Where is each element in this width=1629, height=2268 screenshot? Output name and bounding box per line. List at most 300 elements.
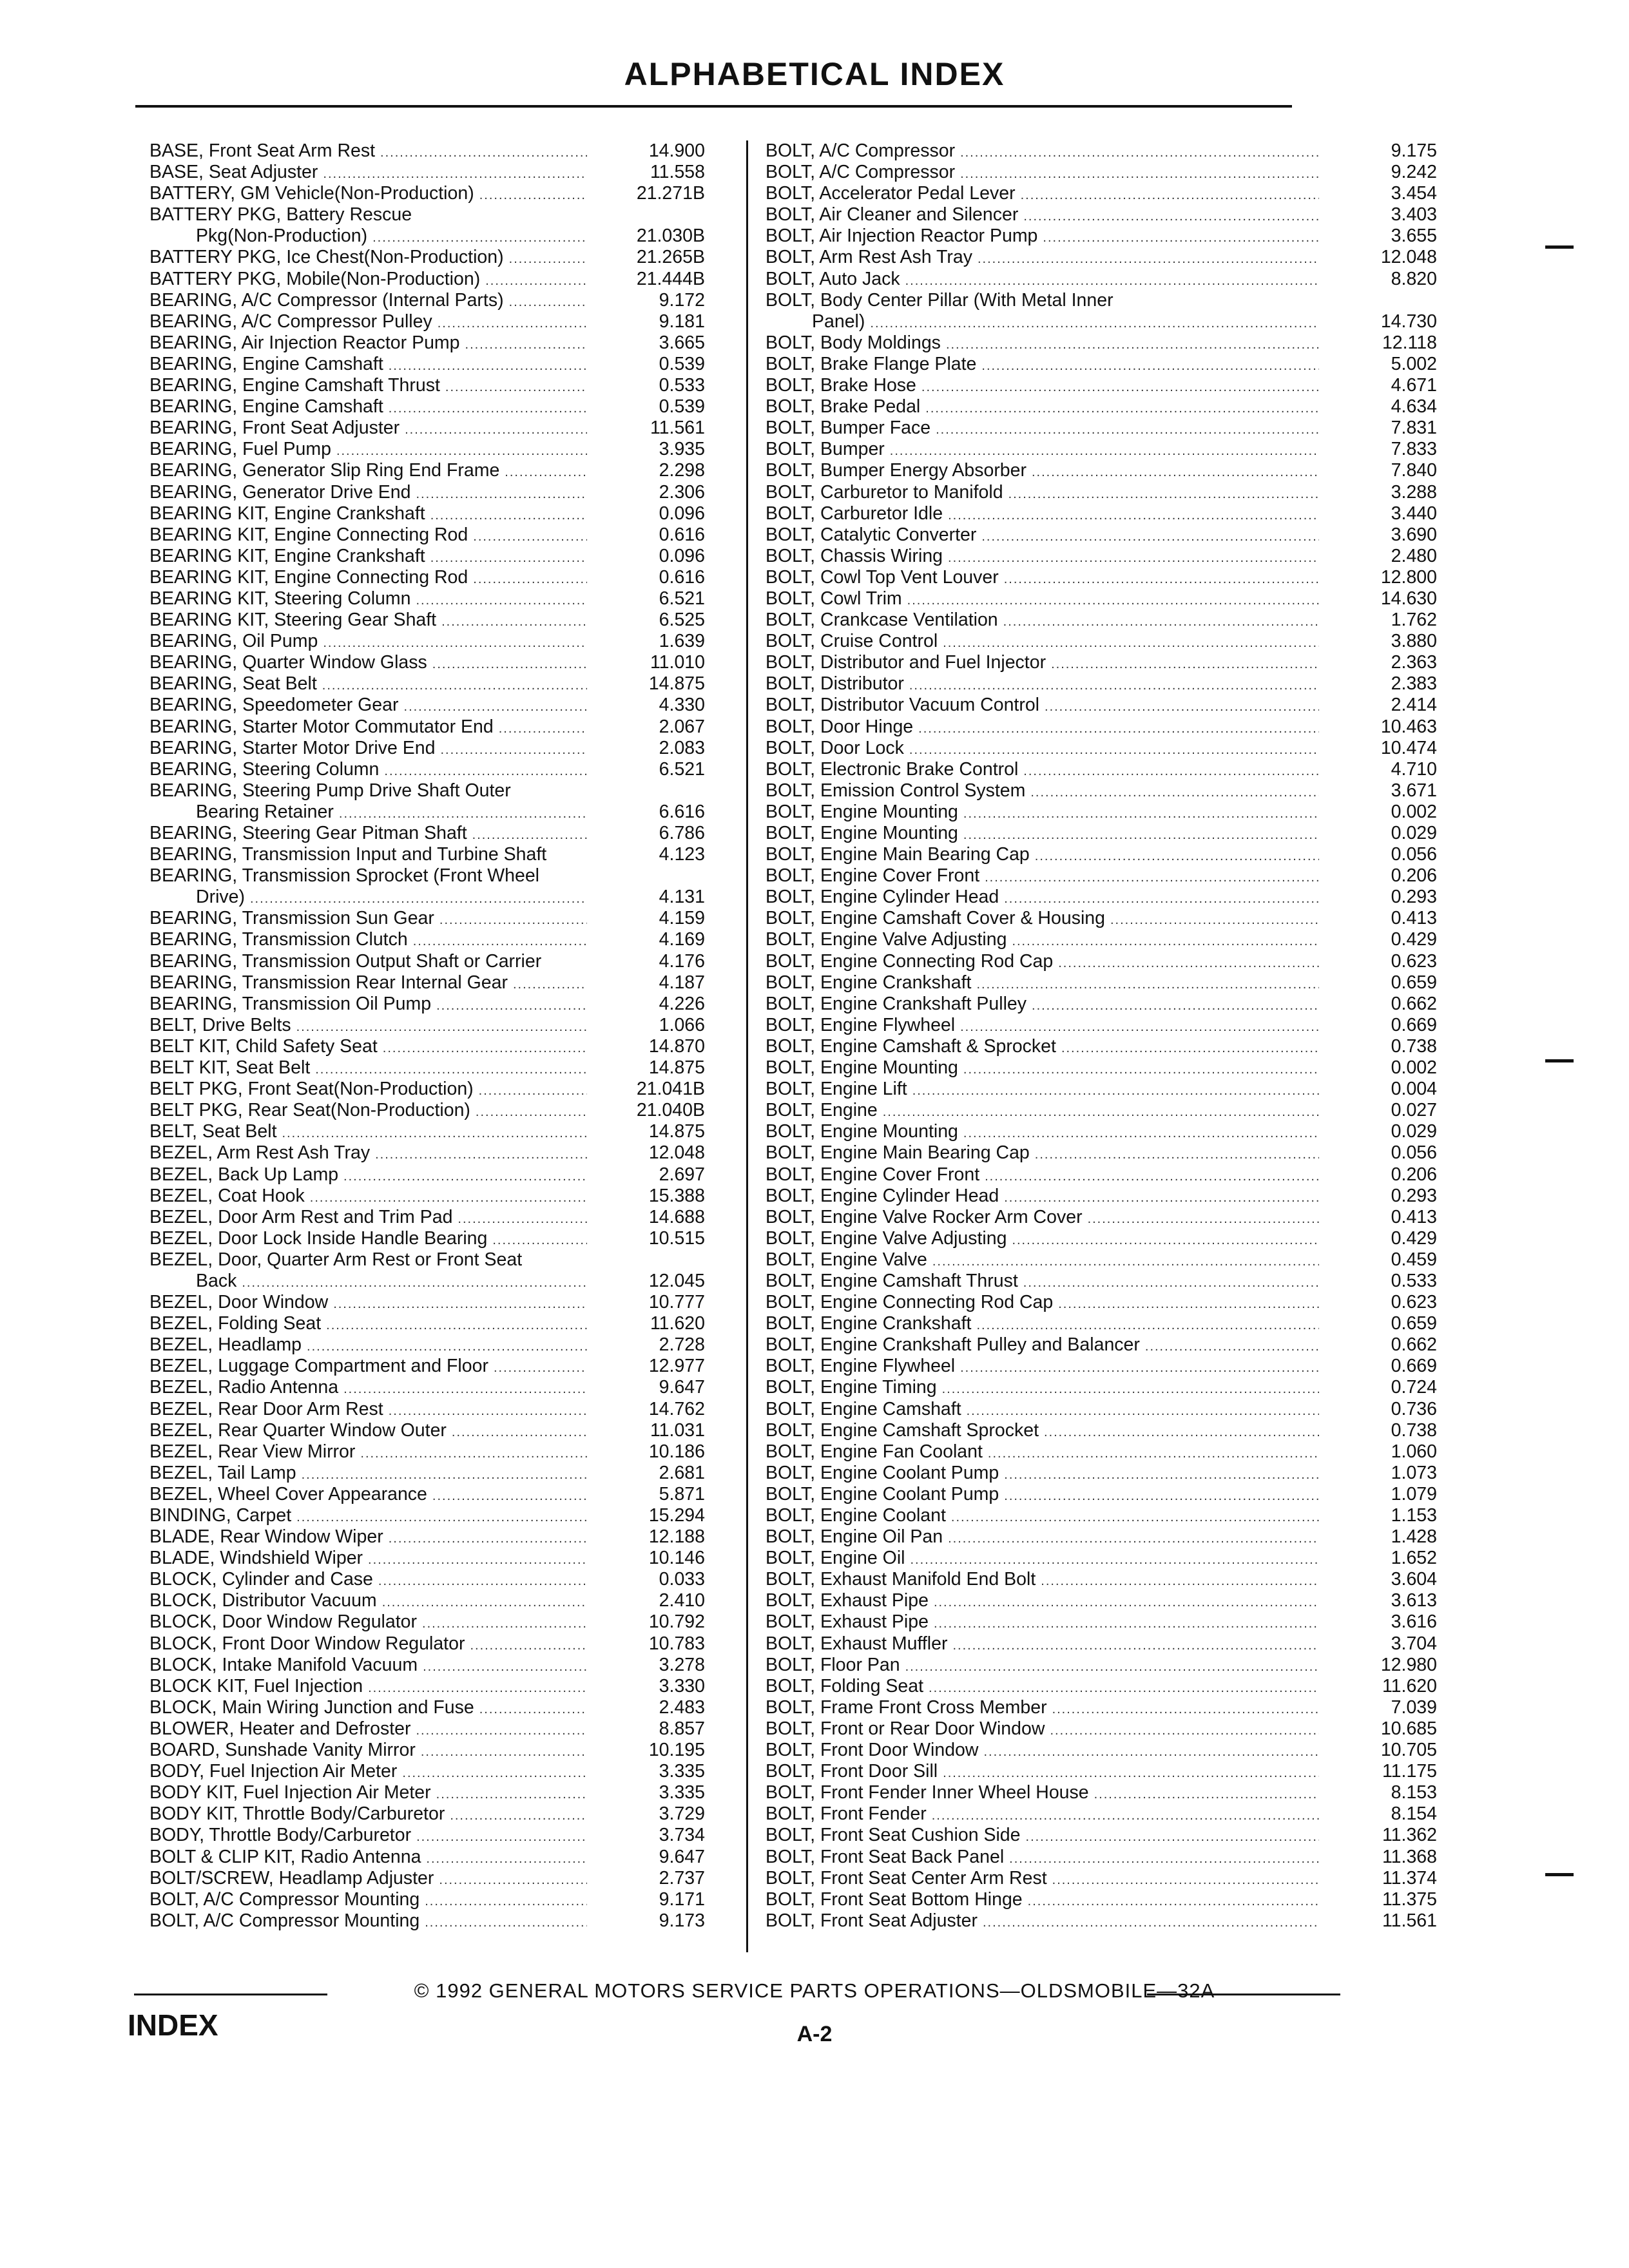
dot-leader [943,1763,1319,1784]
dot-leader [402,1763,587,1784]
index-entry-label: BOLT, Cowl Trim [766,588,902,609]
index-entry [149,738,762,759]
index-entry-page-ref: 2.083 [659,737,705,758]
index-entry-page-ref: 3.454 [1391,183,1437,204]
index-entry-label: BEARING, Transmission Sun Gear [149,908,434,929]
index-entry-label: BODY KIT, Fuel Injection Air Meter [149,1782,431,1803]
index-entry [149,482,762,503]
index-entry-label: BLOCK, Intake Manifold Vacuum [149,1654,418,1675]
edge-tick-mark [1545,1873,1574,1876]
index-entry-page-ref: 14.630 [1380,588,1437,609]
index-entry-label: BOLT, Front Door Window [766,1740,979,1761]
index-entry-label: BOLT, A/C Compressor Mounting [149,1888,420,1910]
index-entry-page-ref: 0.027 [1391,1100,1437,1121]
index-entry-page-ref: 4.710 [1391,758,1437,780]
index-entry-label: BEARING, Transmission Clutch [149,929,408,950]
index-entry [149,1228,762,1249]
dot-leader [476,1102,587,1123]
dot-leader [472,825,587,846]
dot-leader [380,142,587,164]
index-entry-page-ref: 11.620 [1382,1675,1437,1696]
index-entry-label: BOLT, Cowl Top Vent Louver [766,566,999,588]
index-entry-label: BOLT, Engine Connecting Rod Cap [766,1292,1054,1313]
index-entry-label: BLOCK, Main Wiring Junction and Fuse [149,1696,474,1718]
index-entry [766,780,1437,802]
index-entry-label: BEZEL, Folding Seat [149,1313,322,1334]
index-entry-label: BOLT, Front Seat Center Arm Rest [766,1867,1047,1888]
dot-leader [932,1251,1319,1273]
dot-leader [1023,206,1319,227]
index-entry-label: BOLT, Brake Pedal [766,396,921,418]
index-entry-label: BOLT, Distributor and Fuel Injector [766,652,1046,673]
dot-leader [1021,185,1319,206]
index-entry [149,865,762,887]
dot-leader [925,398,1319,419]
dot-leader [445,377,587,398]
index-entry-page-ref: 10.705 [1380,1740,1437,1761]
dot-leader [416,1827,587,1848]
index-entry-page-ref: 7.833 [1391,439,1437,460]
index-entry-label: BOLT, Engine Coolant Pump [766,1483,999,1504]
dot-leader [934,1613,1319,1635]
dot-leader [1004,1187,1319,1209]
index-entry [766,823,1437,844]
dot-leader [378,1571,587,1592]
index-entry [766,353,1437,375]
dot-leader [1052,1870,1319,1891]
index-entry-page-ref: 2.728 [659,1334,705,1356]
dot-leader [948,548,1319,569]
index-entry-page-ref: 9.171 [659,1888,705,1910]
index-entry [149,1249,762,1271]
index-entry-label: BOLT, Carburetor Idle [766,503,943,524]
dot-leader [976,974,1319,995]
index-entry-page-ref: 4.187 [659,972,705,993]
index-entry [149,1505,762,1526]
index-entry-page-ref: 12.048 [648,1142,705,1164]
index-entry [149,1292,762,1313]
dot-leader [310,1187,587,1209]
index-entry [149,460,762,481]
dot-leader [967,1401,1319,1422]
dot-leader [905,1657,1319,1678]
index-entry [766,610,1437,631]
index-entry-page-ref: 7.039 [1391,1696,1437,1718]
index-entry-label: BELT PKG, Rear Seat(Non-Production) [149,1100,470,1121]
index-entry-label: BEARING, Seat Belt [149,673,317,695]
dot-leader [912,1081,1319,1102]
dot-leader [384,761,587,782]
index-entry-label: BOLT, Body Center Pillar (With Metal Inner [766,289,1113,311]
index-entry-label: BEZEL, Radio Antenna [149,1377,339,1398]
dot-leader [948,1528,1319,1550]
index-entry-page-ref: 2.697 [659,1164,705,1185]
index-entry-label: BOLT, Exhaust Manifold End Bolt [766,1569,1036,1590]
index-entry-page-ref: 2.414 [1391,695,1437,716]
index-entry-label: BOLT, Engine Connecting Rod Cap [766,950,1054,972]
index-entry-page-ref: 12.980 [1380,1654,1437,1675]
dot-leader [282,1123,588,1144]
index-entry-page-ref: 0.056 [1391,1142,1437,1164]
index-entry [766,204,1437,226]
index-entry-page-ref: 4.123 [659,844,705,865]
index-entry-label: BEZEL, Rear View Mirror [149,1441,356,1462]
index-entry-page-ref: 1.652 [1391,1548,1437,1569]
dot-leader [985,867,1319,889]
index-entry-page-ref: 3.403 [1391,204,1437,226]
index-entry [766,183,1437,204]
index-entry [766,631,1437,652]
index-entry-page-ref: 1.428 [1391,1526,1437,1548]
index-entry [766,1803,1437,1825]
index-entry-page-ref: 3.671 [1391,780,1437,801]
index-entry [766,588,1437,610]
index-entry-label: BEARING, Transmission Input and Turbine Shaft [149,844,547,865]
index-entry-label: BOLT, Engine Coolant [766,1505,946,1526]
index-entry [766,908,1437,929]
dot-leader [983,1912,1319,1934]
index-entry-label: BOARD, Sunshade Vanity Mirror [149,1740,416,1761]
dot-leader [307,1336,587,1358]
index-entry-page-ref: 10.195 [648,1740,705,1761]
index-entry-page-ref: 10.792 [648,1611,705,1633]
index-entry [149,1847,762,1868]
index-entry-page-ref: 0.293 [1391,1185,1437,1206]
index-entry [149,695,762,716]
index-entry-page-ref: 8.154 [1391,1803,1437,1825]
index-entry [766,1206,1437,1228]
dot-leader [432,654,587,675]
index-entry [766,865,1437,887]
index-entry-page-ref: 3.288 [1391,481,1437,503]
index-entry [149,439,762,460]
index-entry [149,1889,762,1910]
index-entry-page-ref: 1.762 [1391,610,1437,631]
dot-leader [1145,1336,1319,1358]
index-entry [149,1057,762,1079]
dot-leader [1003,611,1319,633]
index-entry [149,610,762,631]
index-entry-label: BEARING, Speedometer Gear [149,695,399,716]
index-entry [149,524,762,546]
index-entry-page-ref: 3.655 [1391,226,1437,247]
dot-leader [1094,1784,1319,1805]
index-entry [149,1633,762,1655]
index-entry-label: BEARING KIT, Steering Gear Shaft [149,610,437,631]
index-entry-label: BEZEL, Back Up Lamp [149,1164,339,1185]
index-entry [149,1611,762,1633]
index-entry-page-ref: 15.388 [648,1185,705,1206]
index-entry [149,802,762,823]
dot-leader [960,142,1319,164]
dot-leader [404,697,587,718]
dot-leader [375,1144,587,1166]
index-entry-page-ref: 7.840 [1391,460,1437,481]
index-entry [766,268,1437,290]
index-entry-page-ref: 21.444B [636,268,705,289]
index-entry-label: BOLT, Cruise Control [766,631,938,652]
index-entry [149,226,762,247]
dot-leader [458,1209,587,1230]
index-entry [766,1227,1437,1249]
index-entry [766,1419,1437,1441]
index-entry-label: BOLT, Distributor [766,673,904,695]
index-entry [766,801,1437,823]
index-entry-label: BATTERY PKG, Ice Chest(Non-Production) [149,247,504,268]
index-entry-page-ref: 4.169 [659,929,705,950]
index-entry [766,1057,1437,1079]
index-entry [766,1185,1437,1207]
index-entry-label: BOLT, Emission Control System [766,780,1026,801]
index-entry-label: BOLT, A/C Compressor [766,162,956,183]
index-entry-page-ref: 0.004 [1391,1079,1437,1100]
dot-leader [918,718,1319,740]
index-entry-page-ref: 0.616 [659,566,705,588]
index-entry [149,1271,762,1292]
index-entry [766,1867,1437,1889]
index-entry-label: BEZEL, Luggage Compartment and Floor [149,1356,488,1377]
index-entry-page-ref: 2.306 [659,481,705,503]
index-entry-label: BEARING, Fuel Pump [149,439,331,460]
index-entry-label: BOLT, Engine Camshaft Sprocket [766,1419,1039,1441]
index-entry-label: BEZEL, Rear Quarter Window Outer [149,1419,447,1441]
dot-leader [494,1358,587,1379]
index-entry-label: BOLT, Bumper Face [766,418,931,439]
index-entry [766,311,1437,332]
dot-leader [1009,1849,1319,1870]
index-entry-label: BEZEL, Arm Rest Ash Tray [149,1142,371,1164]
index-entry-label: BOLT, Frame Front Cross Member [766,1696,1047,1718]
dot-leader [440,740,587,761]
index-entry-page-ref: 14.688 [648,1206,705,1227]
index-entry-page-ref: 0.429 [1391,1227,1437,1249]
index-entry-label: BOLT, Auto Jack [766,268,900,289]
index-entry [766,1825,1437,1846]
index-entry-label: BOLT, Engine Flywheel [766,1356,956,1377]
index-entry-label: BOLT, Engine Mounting [766,801,958,822]
dot-leader [1052,1699,1319,1720]
dot-leader [1058,1294,1319,1315]
index-entry [149,716,762,738]
dot-leader [413,931,587,952]
index-entry [766,418,1437,439]
index-entry-label: BEZEL, Coat Hook [149,1185,305,1206]
dot-leader [932,1805,1319,1827]
dot-leader [1004,1465,1319,1486]
index-entry-label: BOLT, Engine Valve Adjusting [766,929,1007,950]
dot-leader [1004,889,1319,910]
index-entry-page-ref: 4.176 [659,950,705,972]
index-entry-label: BEARING, Generator Slip Ring End Frame [149,460,500,481]
index-entry-label: BOLT, Carburetor to Manifold [766,481,1003,503]
index-entry-label: BEARING, Engine Camshaft [149,353,383,374]
index-entry-label: BOLT, Front Seat Adjuster [766,1910,978,1931]
index-entry [149,1590,762,1611]
index-entry [149,631,762,652]
index-entry [149,759,762,780]
index-entry-label: BOLT, Folding Seat [766,1675,924,1696]
index-entry [766,1377,1437,1398]
index-entry-page-ref: 5.871 [659,1483,705,1504]
index-entry [149,140,762,162]
index-entry [149,162,762,183]
index-entry-page-ref: 9.175 [1391,140,1437,161]
index-entry-label: BEZEL, Door, Quarter Arm Rest or Front Seat [149,1249,523,1270]
index-entry-label: BEARING, Transmission Output Shaft or Carrier [149,950,542,972]
index-entry-label: BOLT, Door Lock [766,737,904,758]
index-entry-page-ref: 3.278 [659,1654,705,1675]
index-entry-page-ref: 0.659 [1391,972,1437,993]
index-entry-page-ref: 0.533 [659,375,705,396]
index-entry-page-ref: 9.172 [659,289,705,311]
dot-leader [1032,995,1319,1017]
index-entry [766,695,1437,716]
index-entry [149,823,762,844]
index-entry [149,908,762,929]
index-entry-page-ref: 10.777 [648,1292,705,1313]
index-entry [149,247,762,268]
index-entry-page-ref: 10.146 [648,1548,705,1569]
dot-leader [1032,462,1319,483]
index-entry-page-ref: 11.558 [650,162,705,183]
index-entry-page-ref: 1.073 [1391,1462,1437,1483]
page-number: A-2 [796,2022,833,2046]
index-entry-label: Back [196,1270,237,1291]
dot-leader [1023,1273,1319,1294]
index-entry [766,758,1437,780]
dot-leader [450,1805,587,1827]
index-entry [766,1526,1437,1548]
index-entry-label: BOLT, Engine Cover Front [766,1164,980,1185]
index-entry-page-ref: 3.335 [659,1761,705,1782]
index-entry-label: BOLT, Engine Mounting [766,1057,958,1079]
index-entry-label: BEARING, A/C Compressor Pulley [149,311,432,332]
dot-leader [1051,654,1319,675]
dot-leader [981,526,1319,548]
index-entry-page-ref: 1.153 [1391,1505,1437,1526]
index-entry-page-ref: 8.857 [659,1718,705,1739]
dot-leader [929,1678,1319,1699]
dot-leader [416,484,588,505]
index-entry-page-ref: 6.525 [659,610,705,631]
index-entry-label: BOLT, Body Moldings [766,332,941,353]
index-entry [766,396,1437,418]
index-entry-label: BOLT, Electronic Brake Control [766,758,1019,780]
index-entry [766,1761,1437,1782]
dot-leader [1041,1571,1319,1592]
index-entry-label: Panel) [812,311,865,332]
footer-section-label: INDEX [128,2008,218,2042]
dot-leader [425,1912,587,1934]
index-entry [766,1675,1437,1697]
dot-leader [473,526,587,548]
index-entry-label: BELT KIT, Seat Belt [149,1057,311,1079]
dot-leader [405,419,587,441]
index-entry [149,1356,762,1377]
dot-leader [513,974,587,995]
index-entry [766,1590,1437,1611]
index-entry-page-ref: 15.294 [648,1505,705,1526]
index-entry [149,311,762,332]
dot-leader [960,164,1319,185]
index-entry [766,1014,1437,1036]
index-entry-label: BASE, Front Seat Arm Rest [149,140,376,161]
index-entry [766,1121,1437,1142]
index-entry-label: BEZEL, Door Window [149,1292,329,1313]
index-entry-label: BOLT, Catalytic Converter [766,524,977,545]
index-entry [766,737,1437,759]
index-entry-label: BEARING, A/C Compressor (Internal Parts) [149,289,504,311]
dot-leader [439,1870,587,1891]
index-entry-label: BOLT, Exhaust Muffler [766,1633,948,1654]
index-entry-label: BOLT, Engine Crankshaft Pulley [766,993,1027,1014]
index-entry-label: BOLT, Engine Camshaft [766,1398,961,1419]
dot-leader [323,164,587,185]
index-entry-label: BOLT, Engine Valve Adjusting [766,1227,1007,1249]
index-entry-page-ref: 0.056 [1391,844,1437,865]
index-entry-page-ref: 0.293 [1391,887,1437,908]
index-entry-label: BOLT & CLIP KIT, Radio Antenna [149,1846,421,1867]
index-entry-label: BLOWER, Heater and Defroster [149,1718,411,1739]
dot-leader [422,1613,587,1635]
index-entry-label: BELT KIT, Child Safety Seat [149,1035,378,1057]
index-entry-label: BELT, Drive Belts [149,1014,291,1035]
index-entry-label: BOLT, Front Seat Bottom Hinge [766,1888,1023,1910]
dot-leader [963,803,1319,825]
index-entry-page-ref: 0.413 [1391,1206,1437,1227]
index-entry-label: Pkg(Non-Production) [196,226,368,247]
index-entry-page-ref: 9.181 [659,311,705,332]
index-entry-label: BOLT, Engine Valve [766,1249,927,1270]
index-entry [766,1611,1437,1633]
index-entry-label: BOLT, Engine Main Bearing Cap [766,1142,1030,1164]
index-entry-page-ref: 3.734 [659,1825,705,1846]
index-entry-page-ref: 10.783 [648,1633,705,1654]
index-entry-label: BOLT, Arm Rest Ash Tray [766,247,972,268]
index-entry [149,1164,762,1186]
index-entry [766,950,1437,972]
index-entry [149,1441,762,1463]
index-entry-page-ref: 6.521 [659,588,705,609]
index-entry [766,1292,1437,1313]
index-entry [149,1548,762,1569]
index-entry-page-ref: 2.681 [659,1462,705,1483]
dot-leader [382,1592,587,1613]
index-entry-page-ref: 0.029 [1391,823,1437,843]
index-entry-page-ref: 11.362 [1382,1825,1437,1846]
index-entry [766,1249,1437,1271]
dot-leader [336,441,587,462]
dot-leader [952,1635,1319,1657]
index-entry-label: BEARING, Engine Camshaft Thrust [149,375,440,396]
index-entry [149,1697,762,1718]
index-entry [766,290,1378,311]
index-entry-page-ref: 0.736 [1391,1398,1437,1419]
index-entry [766,524,1437,546]
index-entry [149,588,762,610]
index-entry [149,1910,762,1932]
index-entry [766,481,1437,503]
index-entry-page-ref: 3.690 [1391,524,1437,545]
index-entry-page-ref: 0.669 [1391,1014,1437,1035]
dot-leader [960,1017,1319,1038]
index-entry-label: Bearing Retainer [196,801,334,822]
dot-leader [1058,953,1319,974]
index-entry [149,1569,762,1590]
index-entry-label: BODY, Throttle Body/Carburetor [149,1825,412,1846]
index-entry [149,1676,762,1697]
index-entry-page-ref: 12.118 [1382,332,1437,353]
